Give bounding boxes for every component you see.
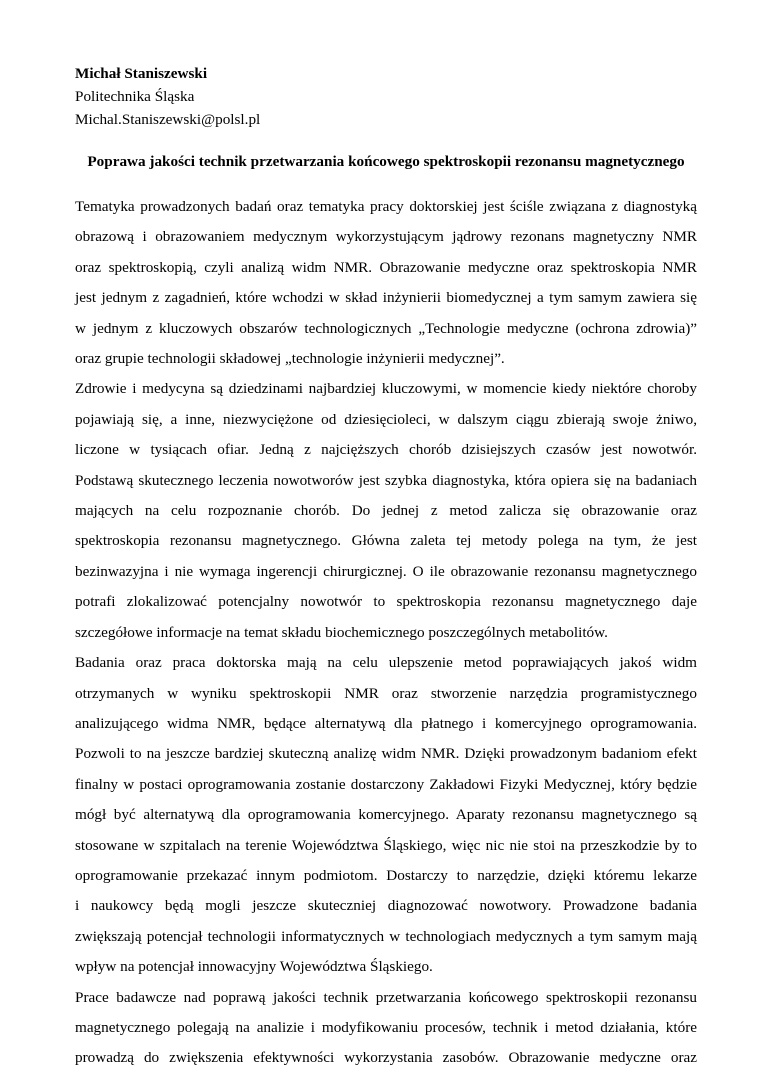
paragraph-3-line: Badania oraz praca doktorska mają na celu ulepszenie metod poprawiających jakoś widm [75,654,697,672]
paragraph-2-line: liczone w tysiącach ofiar. Jedną z najcięższych chorób dzisiejszych czasów jest nowotwór. [75,441,697,459]
paragraph-3-line: stosowane w szpitalach na terenie Województwa Śląskiego, więc nic nie stoi na przeszkodzie by to [75,836,697,854]
paragraph-2-line: Zdrowie i medycyna są dziedzinami najbardziej kluczowymi, w momencie kiedy niektóre choroby [75,380,697,398]
paragraph-2-line: spektroskopia rezonansu magnetycznego. Główna zaleta tej metody polega na tym, że jest [75,532,697,550]
paragraph-2-line: pojawiają się, a inne, niezwyciężone od dziesięcioleci, w dalszym ciągu zbierają swoje żniwo, [75,410,697,428]
paragraph-3-line: i naukowcy będą mogli jeszcze skuteczniej diagnozować nowotwory. Prowadzone badania [75,897,697,915]
paragraph-4-line: prowadzą do zwiększenia efektywności wykorzystania zasobów. Obrazowanie medyczne oraz [75,1049,697,1067]
paragraph-3-line: zwiększają potencjał technologii informatycznych w technologiach medycznych a tym samym mają [75,927,697,945]
paragraph-3-line: otrzymanych w wyniku spektroskopii NMR oraz stworzenie narzędzia programistycznego [75,684,697,702]
paragraph-3-line: oprogramowanie przekazać innym podmiotom. Dostarczy to narzędzie, dzięki któremu lekarze [75,866,697,884]
paragraph-4-line: magnetycznego polegają na analizie i modyfikowaniu procesów, technik i metod działania, które [75,1018,697,1036]
document-body [75,192,697,1074]
paragraph-1-line: oraz spektroskopią, czyli analizą widm NMR. Obrazowanie medyczne oraz spektroskopia NMR [75,258,697,276]
paragraph-2-line: potrafi zlokalizować potencjalny nowotwór to spektroskopia rezonansu magnetycznego daje [75,593,697,611]
document-title: Poprawa jakości technik przetwarzania końcowego spektroskopii rezonansu magnetycznego [87,153,685,170]
paragraph-2-line: mających na celu rozpoznanie chorób. Do jednej z metod zalicza się obrazowanie oraz [75,502,697,520]
paragraph-1-line: jest jednym z zagadnień, które wchodzi w skład inżynierii biomedycznej a tym samym zawiera się [75,289,697,307]
paragraph-1-line: w jednym z kluczowych obszarów technologicznych „Technologie medyczne (ochrona zdrowia)” [75,319,697,337]
paragraph-1-line: oraz grupie technologii składowej „technologie inżynierii medycznej”. [75,350,505,368]
paragraph-3-line: finalny w postaci oprogramowania zostanie dostarczony Zakładowi Fizyki Medycznej, który będzie [75,775,697,793]
paragraph-1-line: obrazową i obrazowaniem medycznym wykorzystującym jądrowy rezonans magnetyczny NMR [75,228,697,246]
paragraph-2-line: Podstawą skutecznego leczenia nowotworów jest szybka diagnostyka, która opiera się na badaniach [75,471,697,489]
paragraph-2-line: szczegółowe informacje na temat składu biochemicznego poszczególnych metabolitów. [75,623,608,641]
author-email: Michal.Staniszewski@polsl.pl [75,111,261,128]
paragraph-3-line: mógł być alternatywą dla oprogramowania komercyjnego. Aparaty rezonansu magnetycznego są [75,806,697,824]
document-page [75,62,697,1074]
paragraph-3-line: wpływ na potencjał innowacyjny Województwa Śląskiego. [75,958,433,976]
paragraph-1-line: Tematyka prowadzonych badań oraz tematyka pracy doktorskiej jest ściśle związana z diagnostyką [75,198,697,215]
author-name: Michał Staniszewski [75,65,208,82]
paragraph-4-line: Prace badawcze nad poprawą jakości technik przetwarzania końcowego spektroskopii rezonansu [75,988,697,1006]
paragraph-3-line: Pozwoli to na jeszcze bardziej skuteczną analizę widm NMR. Dzięki prowadzonym badaniom efekt [75,745,697,763]
paragraph-3-line: analizującego widma NMR, będące alternatywą dla płatnego i komercyjnego oprogramowania. [75,714,697,732]
paragraph-2-line: bezinwazyjna i nie wymaga ingerencji chirurgicznej. O ile obrazowanie rezonansu magnetycznego [75,562,697,580]
author-institution: Politechnika Śląska [75,88,195,105]
